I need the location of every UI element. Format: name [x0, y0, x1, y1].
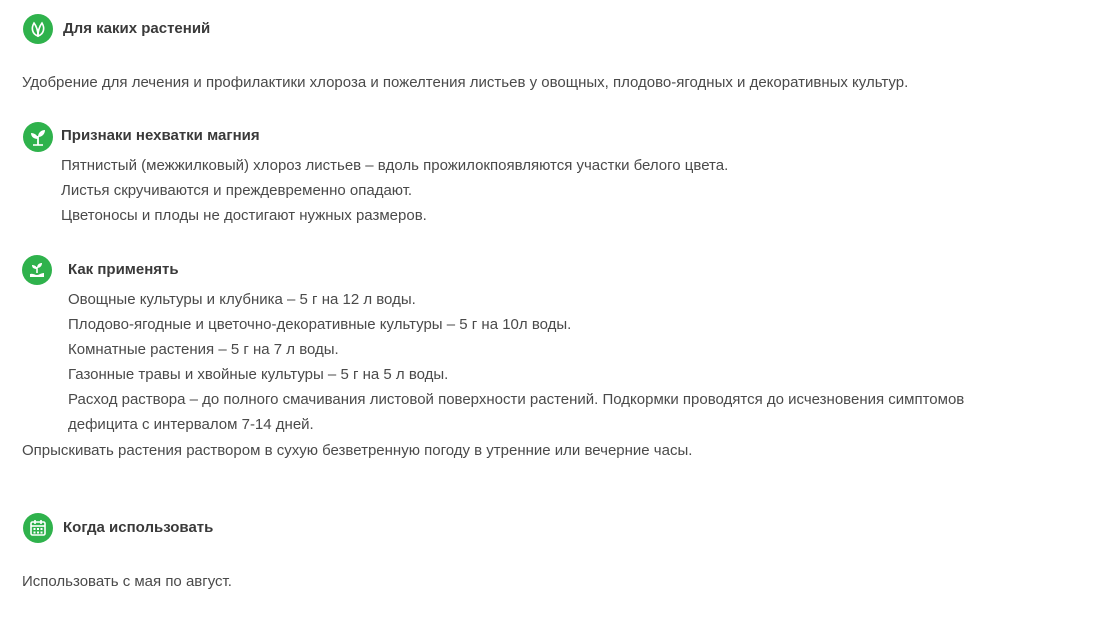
- section-text-plants: Удобрение для лечения и профилактики хлороза и пожелтения листьев у овощных, плодово-ягодных и декоративных культур.: [22, 74, 909, 91]
- list-item: Цветоносы и плоды не достигают нужных размеров.: [61, 207, 427, 224]
- section-title-usage: Как применять: [68, 261, 179, 278]
- section-text-when: Использовать с мая по август.: [22, 573, 232, 590]
- list-item: Овощные культуры и клубника – 5 г на 12 л воды.: [68, 291, 416, 308]
- list-item: Листья скручиваются и преждевременно опадают.: [61, 182, 413, 199]
- list-item: Комнатные растения – 5 г на 7 л воды.: [68, 341, 339, 358]
- usage-note: Опрыскивать растения раствором в сухую безветренную погоду в утренние или вечерние часы.: [22, 442, 693, 459]
- list-item: Газонные травы и хвойные культуры – 5 г на 5 л воды.: [68, 366, 449, 383]
- usage-list: [68, 287, 964, 437]
- sprout-icon: [23, 122, 53, 152]
- sprout-hand-icon: [22, 255, 52, 285]
- list-item: Пятнистый (межжилковый) хлороз листьев – вдоль прожилокпоявляются участки белого цвета.: [61, 157, 729, 174]
- list-item: Плодово-ягодные и цветочно-декоративные культуры – 5 г на 10л воды.: [68, 316, 572, 333]
- section-title-plants: Для каких растений: [63, 20, 211, 37]
- section-title-when: Когда использовать: [63, 519, 214, 536]
- calendar-icon: [23, 513, 53, 543]
- leaves-icon: [23, 14, 53, 44]
- list-item: дефицита с интервалом 7-14 дней.: [68, 416, 314, 433]
- list-item: Расход раствора – до полного смачивания листовой поверхности растений. Подкормки проводятся до исчезновения симптомов: [68, 391, 965, 408]
- section-title-symptoms: Признаки нехватки магния: [61, 127, 260, 144]
- symptoms-list: [61, 153, 728, 228]
